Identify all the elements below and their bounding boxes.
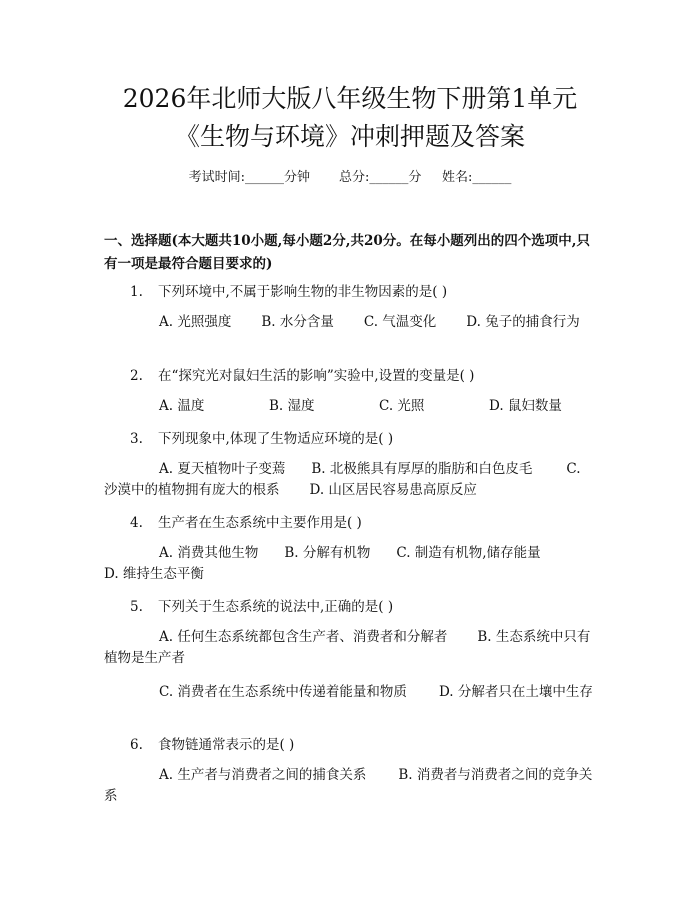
option-a: A. 任何生态系统都包含生产者、消费者和分解者	[159, 629, 448, 645]
question-number: 5.	[130, 599, 143, 615]
score-unit: 分	[408, 170, 422, 185]
question-text: 食物链通常表示的是( )	[158, 737, 295, 753]
option-d: D. 维持生态平衡	[104, 566, 204, 582]
option-b: B. 生态系统中只有植物是生产者	[104, 629, 591, 666]
question-6-stem	[130, 736, 294, 754]
question-6-options	[104, 765, 598, 807]
document-title-line2: 《生物与环境》冲刺押题及答案	[174, 122, 525, 151]
option-b: B. 湿度	[269, 398, 315, 414]
time-unit: 分钟	[283, 170, 310, 185]
name-blank: ______	[472, 170, 512, 185]
question-text: 下列现象中,体现了生物适应环境的是( )	[158, 431, 394, 447]
question-number: 1.	[130, 284, 143, 300]
question-text: 在“探究光对鼠妇生活的影响”实验中,设置的变量是( )	[158, 368, 475, 384]
option-b: B. 分解有机物	[284, 545, 371, 561]
option-a: A. 生产者与消费者之间的捕食关系	[159, 767, 367, 783]
question-5-stem	[130, 598, 393, 616]
question-number: 2.	[130, 368, 143, 384]
score-label: 总分:	[338, 170, 370, 185]
option-c: C. 消费者在生态系统中传递着能量和物质	[159, 684, 407, 700]
name-label: 姓名:	[442, 170, 473, 185]
question-2-stem	[130, 367, 474, 385]
question-text: 生产者在生态系统中主要作用是( )	[158, 515, 362, 531]
question-5-options-cd	[104, 682, 598, 703]
time-blank: ______	[244, 170, 284, 185]
question-5-options-ab	[104, 627, 598, 669]
question-number: 6.	[130, 737, 143, 753]
question-4-stem	[130, 514, 362, 532]
option-d: D. 山区居民容易患高原反应	[309, 482, 477, 498]
option-a: A. 温度	[159, 398, 205, 414]
option-d: D. 分解者只在土壤中生存	[438, 684, 593, 700]
question-text: 下列关于生态系统的说法中,正确的是( )	[158, 599, 394, 615]
option-d: D. 兔子的捕食行为	[466, 314, 580, 330]
question-1-stem	[130, 283, 447, 301]
question-4-options	[104, 543, 598, 585]
question-3-options	[104, 459, 598, 501]
option-c: C. 沙漠中的植物拥有庞大的根系	[104, 461, 581, 498]
option-b: B. 消费者与消费者之间的竞争关系	[104, 767, 593, 804]
option-a: A. 消费其他生物	[159, 545, 259, 561]
option-c: C. 制造有机物,储存能量	[396, 545, 541, 561]
option-b: B. 水分含量	[261, 314, 334, 330]
option-c: C. 气温变化	[363, 314, 437, 330]
option-a: A. 夏天植物叶子变蔫	[159, 461, 286, 477]
score-blank: ______	[369, 170, 409, 185]
question-number: 4.	[130, 515, 143, 531]
question-1-options	[104, 312, 598, 333]
section-heading: 一、选择题(本大题共10小题,每小题2分,共20分。在每小题列出的四个选项中,只有一项是最符合题目要求的)	[104, 233, 590, 272]
option-d: D. 鼠妇数量	[489, 398, 562, 414]
question-2-options	[104, 396, 598, 417]
option-a: A. 光照强度	[159, 314, 232, 330]
exam-info-line	[0, 169, 700, 187]
option-c: C. 光照	[379, 398, 425, 414]
document-title-line1: 2026年北师大版八年级生物下册第1单元	[122, 84, 578, 113]
question-3-stem	[130, 430, 393, 448]
question-number: 3.	[130, 431, 143, 447]
time-label: 考试时间:	[188, 170, 245, 185]
option-b: B. 北极熊具有厚厚的脂肪和白色皮毛	[311, 461, 533, 477]
question-text: 下列环境中,不属于影响生物的非生物因素的是( )	[158, 284, 448, 300]
